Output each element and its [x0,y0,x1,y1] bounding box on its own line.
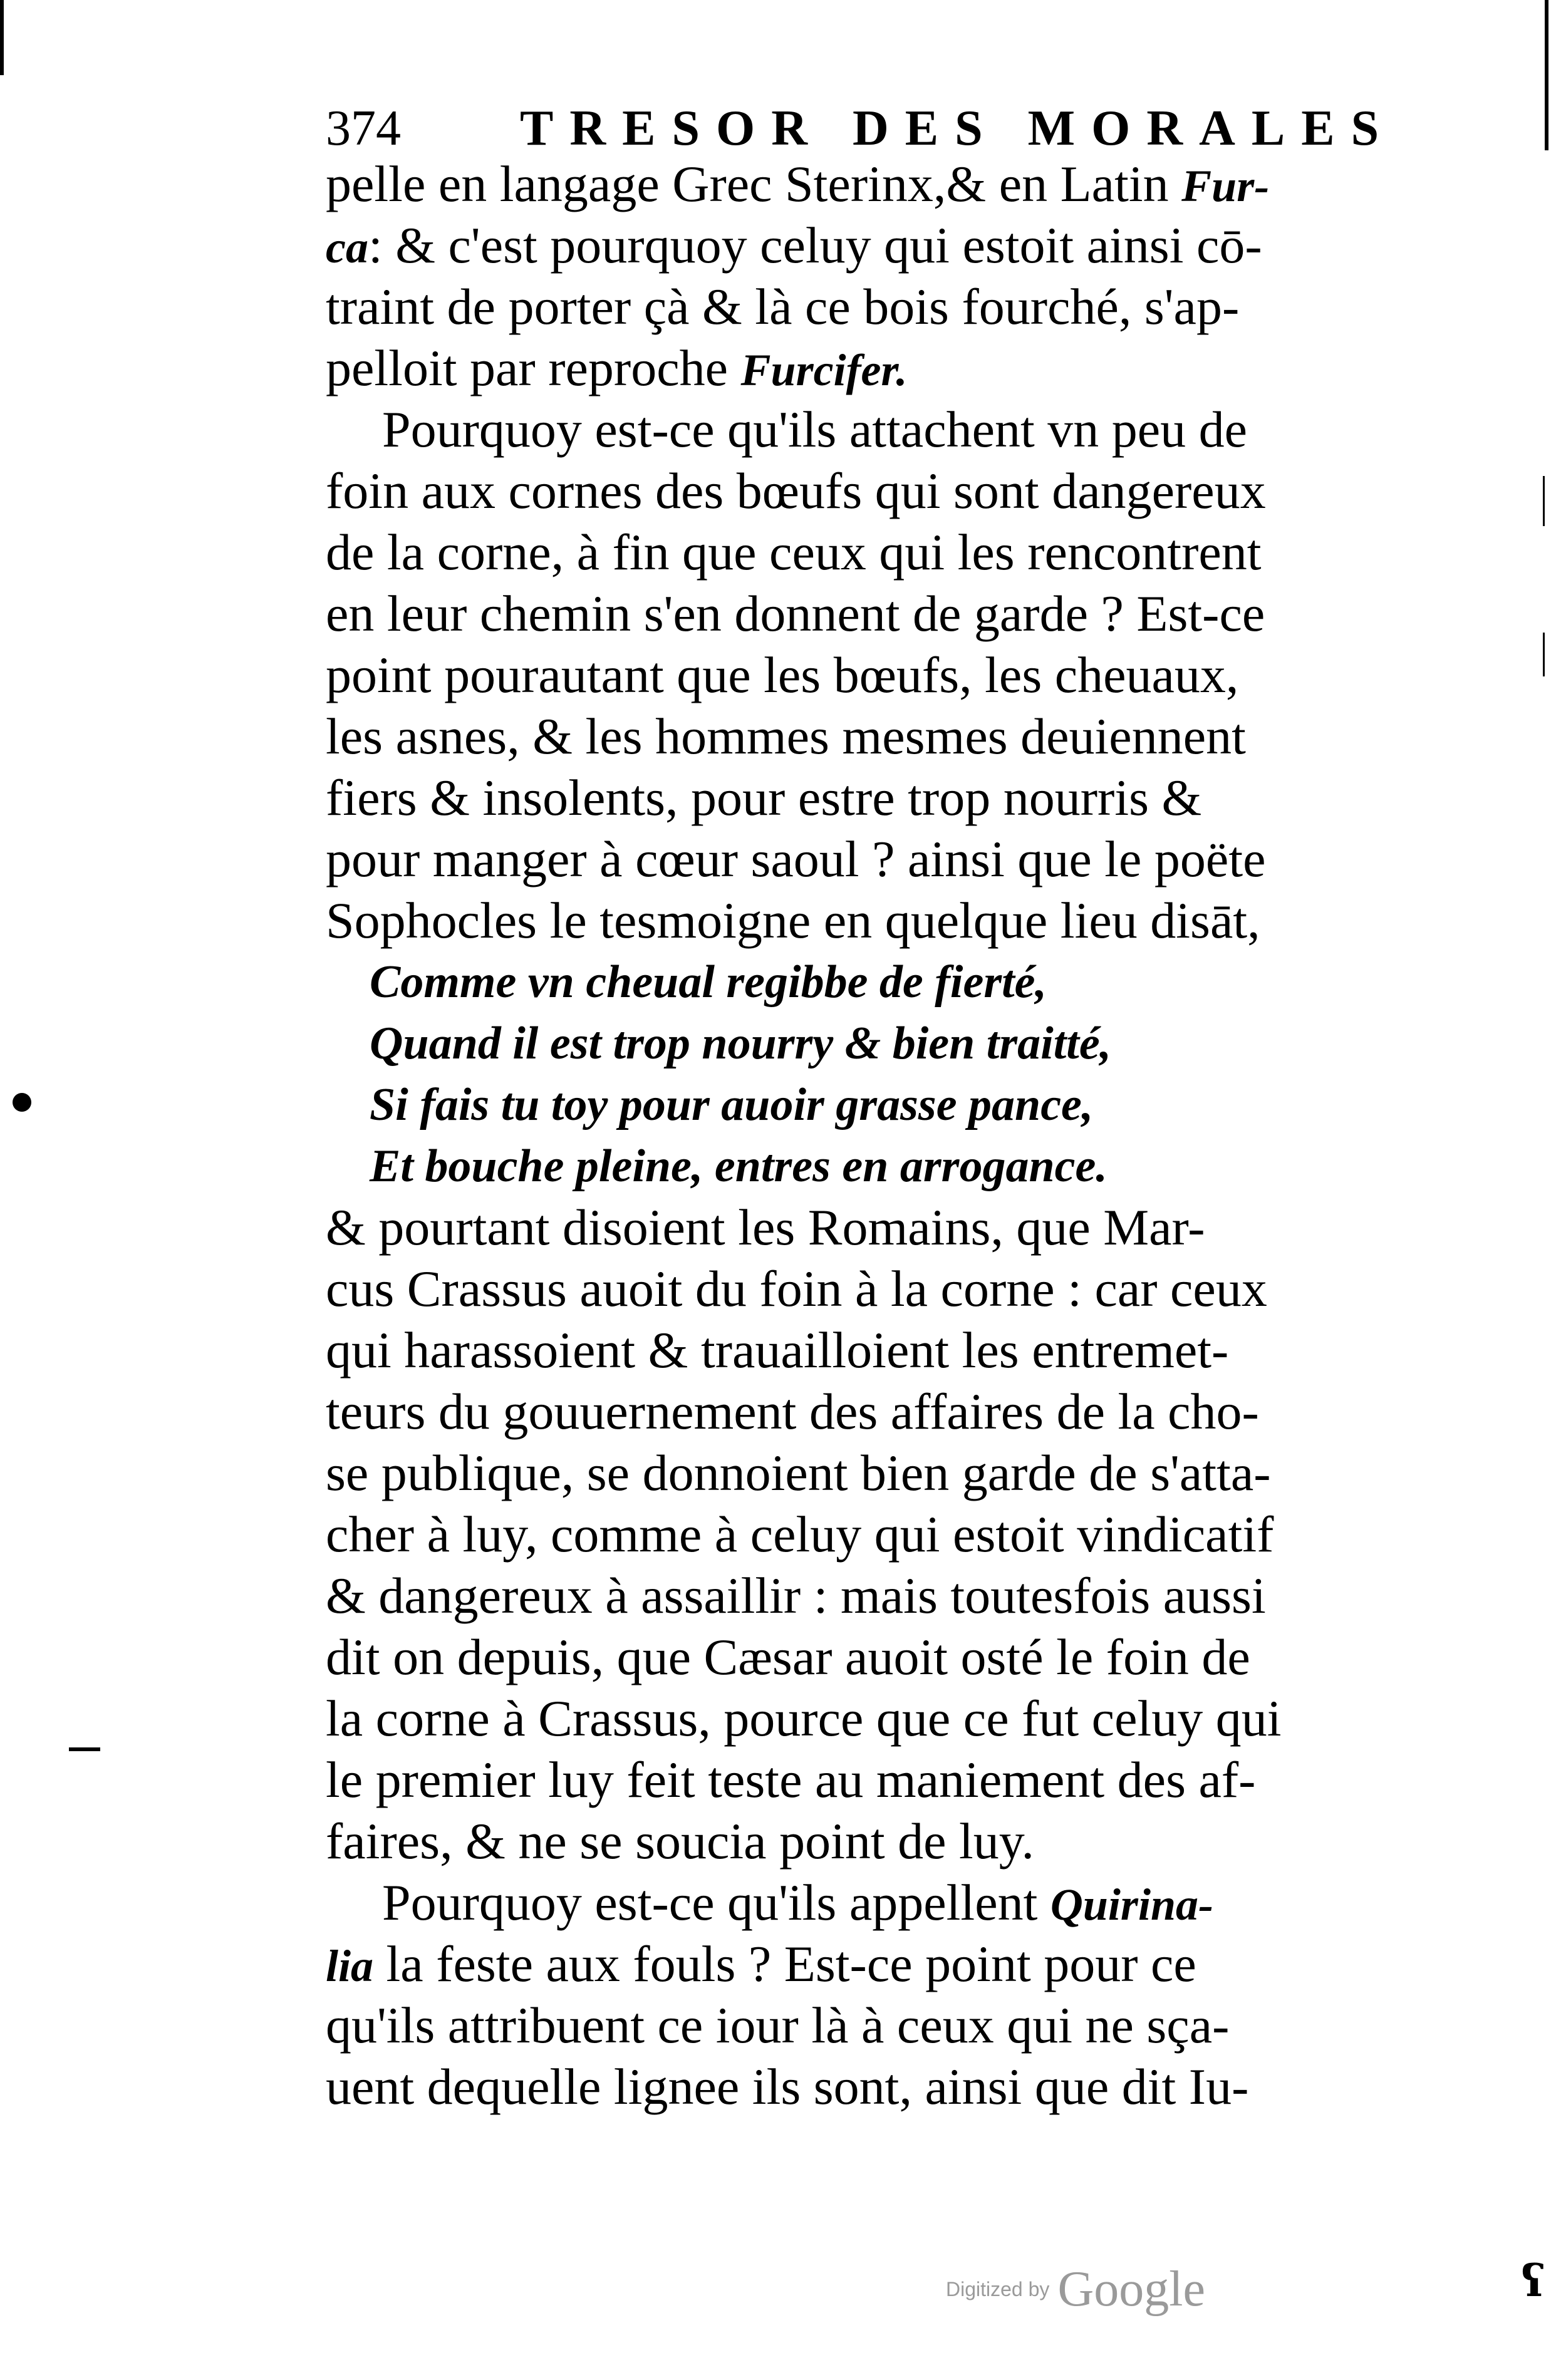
text-line [326,1381,1353,1442]
text-line [326,1688,1353,1749]
text-line [326,1995,1353,2056]
text-line [326,1627,1353,1688]
text-line [326,1320,1353,1381]
text-line [326,399,1353,460]
running-header [326,94,1396,163]
text-line [326,460,1353,522]
italic-term: Fur- [1181,161,1270,211]
text-segment: & dangereux à assaillir : mais toutesfois aussi [326,1567,1266,1624]
page-number: 374 [326,101,401,156]
scan-speck: ʕ [1521,2255,1545,2307]
text-segment: dit on depuis, que Cæsar auoit osté le foin de [326,1628,1250,1685]
text-line [326,1565,1353,1627]
text-segment: Si fais tu toy pour auoir grasse pance, [370,1079,1094,1130]
scan-edge-tick [1543,633,1545,676]
verse-line [326,951,1353,1013]
verse-line [326,1136,1353,1197]
text-segment: foin aux cornes des bœufs qui sont dangereux [326,462,1266,519]
text-line [326,829,1353,890]
text-line [326,1811,1353,1872]
text-segment: traint de porter çà & là ce bois fourché, s'ap- [326,278,1240,335]
text-segment: & pourtant disoient les Romains, que Mar- [326,1199,1205,1256]
text-segment: fiers & insolents, pour estre trop nourris & [326,769,1202,826]
text-line [326,1258,1353,1320]
text-segment: pour manger à cœur saoul ? ainsi que le poëte [326,830,1266,887]
text-segment: teurs du gouuernement des affaires de la cho- [326,1383,1259,1440]
text-segment: : & c'est pourquoy celuy qui estoit ainsi cō- [368,217,1262,274]
text-segment: les asnes, & les hommes mesmes deuiennent [326,708,1246,765]
text-segment: Pourquoy est-ce qu'ils appellent [382,1874,1050,1931]
text-segment: Pourquoy est-ce qu'ils attachent vn peu de [382,401,1248,458]
text-segment: de la corne, à fin que ceux qui les rencontrent [326,524,1262,581]
text-line [326,522,1353,583]
watermark-digitized-label: Digitized by [946,2278,1050,2300]
scan-edge-mark-left [0,0,4,75]
text-line [326,338,1353,399]
text-line [326,1197,1353,1258]
text-line [326,1933,1353,1995]
text-segment: qu'ils attribuent ce iour là à ceux qui ne sça- [326,1997,1230,2054]
text-line [326,2056,1353,2118]
text-segment: faires, & ne se soucia point de luy. [326,1813,1034,1870]
text-segment: Sophocles le tesmoigne en quelque lieu disāt, [326,892,1260,949]
text-line [326,583,1353,644]
scan-edge-mark-right [1545,0,1548,150]
running-title: TRESOR DES MORALES [520,101,1396,156]
text-segment: la feste aux fouls ? Est-ce point pour ce [373,1935,1196,1992]
body-text [326,153,1353,2118]
text-segment: pelloit par reproche [326,339,741,396]
text-segment: Et bouche pleine, entres en arrogance. [370,1141,1107,1192]
text-line [326,153,1353,215]
text-segment: en leur chemin s'en donnent de garde ? Est-ce [326,585,1265,642]
text-line [326,1442,1353,1504]
text-segment: la corne à Crassus, pource que ce fut celuy qui [326,1690,1282,1747]
scan-speck [69,1747,100,1751]
text-line [326,1504,1353,1565]
text-segment: cus Crassus auoit du foin à la corne : car ceux [326,1260,1267,1317]
italic-term: ca [326,222,368,272]
text-segment: Comme vn cheual regibbe de fierté, [370,956,1047,1008]
digitization-watermark [946,2261,1259,2324]
scan-edge-tick [1543,476,1545,526]
text-line [326,890,1353,951]
text-segment: se publique, se donnoient bien garde de s'atta- [326,1444,1271,1501]
text-line [326,276,1353,338]
text-segment: Quand il est trop nourry & bien traitté, [370,1018,1112,1069]
verse-line [326,1013,1353,1074]
text-line [326,706,1353,767]
text-segment: pelle en langage Grec Sterinx,& en Latin [326,155,1182,212]
italic-term: lia [326,1941,374,1991]
text-segment: uent dequelle lignee ils sont, ainsi que dit Iu- [326,2058,1249,2115]
text-segment: qui harassoient & trauailloient les entremet- [326,1322,1229,1379]
text-line [326,767,1353,829]
text-segment: point pourautant que les bœufs, les cheuaux, [326,646,1239,703]
scan-speck [13,1093,31,1112]
text-segment: cher à luy, comme à celuy qui estoit vindicatif [326,1506,1274,1563]
watermark-brand: Google [1057,2262,1206,2317]
text-segment: le premier luy feit teste au maniement des af- [326,1751,1256,1808]
text-line [326,1872,1353,1933]
italic-term: Quirina- [1050,1880,1213,1930]
text-line [326,1749,1353,1811]
text-line [326,215,1353,276]
verse-line [326,1074,1353,1136]
text-line [326,644,1353,706]
italic-term: Furcifer. [740,345,908,395]
